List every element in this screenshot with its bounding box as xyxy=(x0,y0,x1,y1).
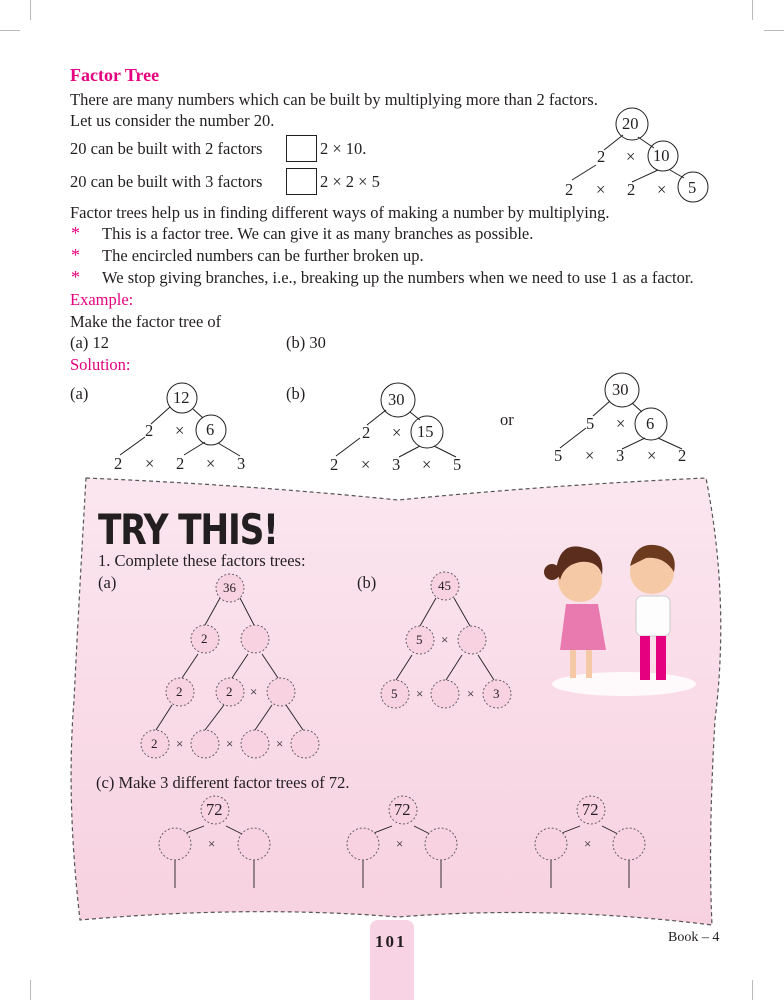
intro-line-2: Let us consider the number 20. xyxy=(70,111,275,130)
tree30b-times: × xyxy=(616,414,626,433)
bullet-mark: * xyxy=(71,267,80,287)
tree72-root: 72 xyxy=(582,800,599,819)
tree36-node: 2 xyxy=(176,684,183,699)
tree72-times: × xyxy=(584,836,592,851)
tree36-node: 2 xyxy=(201,631,208,646)
tree30a-times: × xyxy=(361,455,371,474)
two-factors-expr: 2 × 10. xyxy=(320,139,367,158)
tree36-node: 2 xyxy=(226,684,233,699)
tree20-factor: 2 xyxy=(627,180,636,199)
tree30b-factor: 5 xyxy=(586,414,595,433)
tree45-times: × xyxy=(467,686,475,701)
tree30b-root: 30 xyxy=(612,380,629,399)
tree45-node: 3 xyxy=(493,686,500,701)
tree72-root: 72 xyxy=(394,800,411,819)
bullet-item: We stop giving branches, i.e., breaking up the numbers when we need to use 1 as a factor. xyxy=(102,268,694,287)
tree20-times: × xyxy=(657,180,667,199)
solution-label: Solution: xyxy=(70,355,131,374)
tree30a-root: 30 xyxy=(388,390,405,409)
tree20-factor: 2 xyxy=(597,147,606,166)
tree20-times: × xyxy=(596,180,606,199)
tree30b-times: × xyxy=(585,446,595,465)
tree36-times: × xyxy=(276,736,284,751)
tree45-node: 5 xyxy=(391,686,398,701)
tree12-root: 12 xyxy=(173,388,190,407)
tree12-factor: 3 xyxy=(237,454,246,473)
tree12-factor: 6 xyxy=(206,420,215,439)
three-factors-text: 20 can be built with 3 factors xyxy=(70,172,263,191)
bullet-mark: * xyxy=(71,223,80,243)
tree36-times: × xyxy=(250,684,258,699)
try-this-title: TRY THIS! xyxy=(98,505,278,554)
question-1c: (c) Make 3 different factor trees of 72. xyxy=(96,773,350,792)
tree30b-factor: 6 xyxy=(646,414,655,433)
example-prompt: Make the factor tree of xyxy=(70,312,222,331)
question-1: 1. Complete these factors trees: xyxy=(98,551,306,570)
tree30a-factor: 5 xyxy=(453,455,462,474)
tree30b-times: × xyxy=(647,446,657,465)
tree20-factor: 2 xyxy=(565,180,574,199)
solution-b-label: (b) xyxy=(286,384,306,403)
tree72-times: × xyxy=(396,836,404,851)
book-label: Book – 4 xyxy=(668,930,720,945)
solution-a-label: (a) xyxy=(70,384,89,403)
tree20-root: 20 xyxy=(622,114,639,133)
tree45-root: 45 xyxy=(438,578,451,593)
example-part-b: (b) 30 xyxy=(286,333,326,352)
section-heading: Factor Tree xyxy=(70,65,160,85)
tree30a-factor: 15 xyxy=(417,422,434,441)
three-factors-expr: 2 × 2 × 5 xyxy=(320,172,380,191)
bullet-mark: * xyxy=(71,245,80,265)
description: Factor trees help us in finding different ways of making a number by multiplying. xyxy=(70,203,610,222)
example-label: Example: xyxy=(70,290,134,309)
tree72-times: × xyxy=(208,836,216,851)
tree12-times: × xyxy=(206,454,216,473)
tree30a-factor: 3 xyxy=(392,455,401,474)
tree12-factor: 2 xyxy=(145,421,154,440)
tree30a-times: × xyxy=(392,423,402,442)
tree72-root: 72 xyxy=(206,800,223,819)
two-factors-text: 20 can be built with 2 factors xyxy=(70,139,263,158)
or-label: or xyxy=(500,410,514,429)
question-1b-label: (b) xyxy=(357,573,377,592)
intro-line-1: There are many numbers which can be built by multiplying more than 2 factors. xyxy=(70,90,598,109)
tree20-factor: 5 xyxy=(688,178,697,197)
tree45-node: 5 xyxy=(416,632,423,647)
tree45-times: × xyxy=(441,632,449,647)
tree36-times: × xyxy=(176,736,184,751)
tree20-factor: 10 xyxy=(653,146,670,165)
tree12-times: × xyxy=(175,421,185,440)
tree45-times: × xyxy=(416,686,424,701)
tree30a-factor: 2 xyxy=(362,423,371,442)
tree12-factor: 2 xyxy=(114,454,123,473)
tree12-times: × xyxy=(145,454,155,473)
bullet-item: This is a factor tree. We can give it as many branches as possible. xyxy=(102,224,534,243)
example-part-a: (a) 12 xyxy=(70,333,109,352)
question-1a-label: (a) xyxy=(98,573,117,592)
tree36-node: 2 xyxy=(151,736,158,751)
tree20-times: × xyxy=(626,147,636,166)
tree30a-factor: 2 xyxy=(330,455,339,474)
bullet-item: The encircled numbers can be further broken up. xyxy=(102,246,424,265)
page-number: 101 xyxy=(375,932,407,951)
tree30b-factor: 3 xyxy=(616,446,625,465)
tree30a-times: × xyxy=(422,455,432,474)
tree30b-factor: 2 xyxy=(678,446,687,465)
tree12-factor: 2 xyxy=(176,454,185,473)
tree36-root: 36 xyxy=(223,580,236,595)
tree30b-factor: 5 xyxy=(554,446,563,465)
tree36-times: × xyxy=(226,736,234,751)
